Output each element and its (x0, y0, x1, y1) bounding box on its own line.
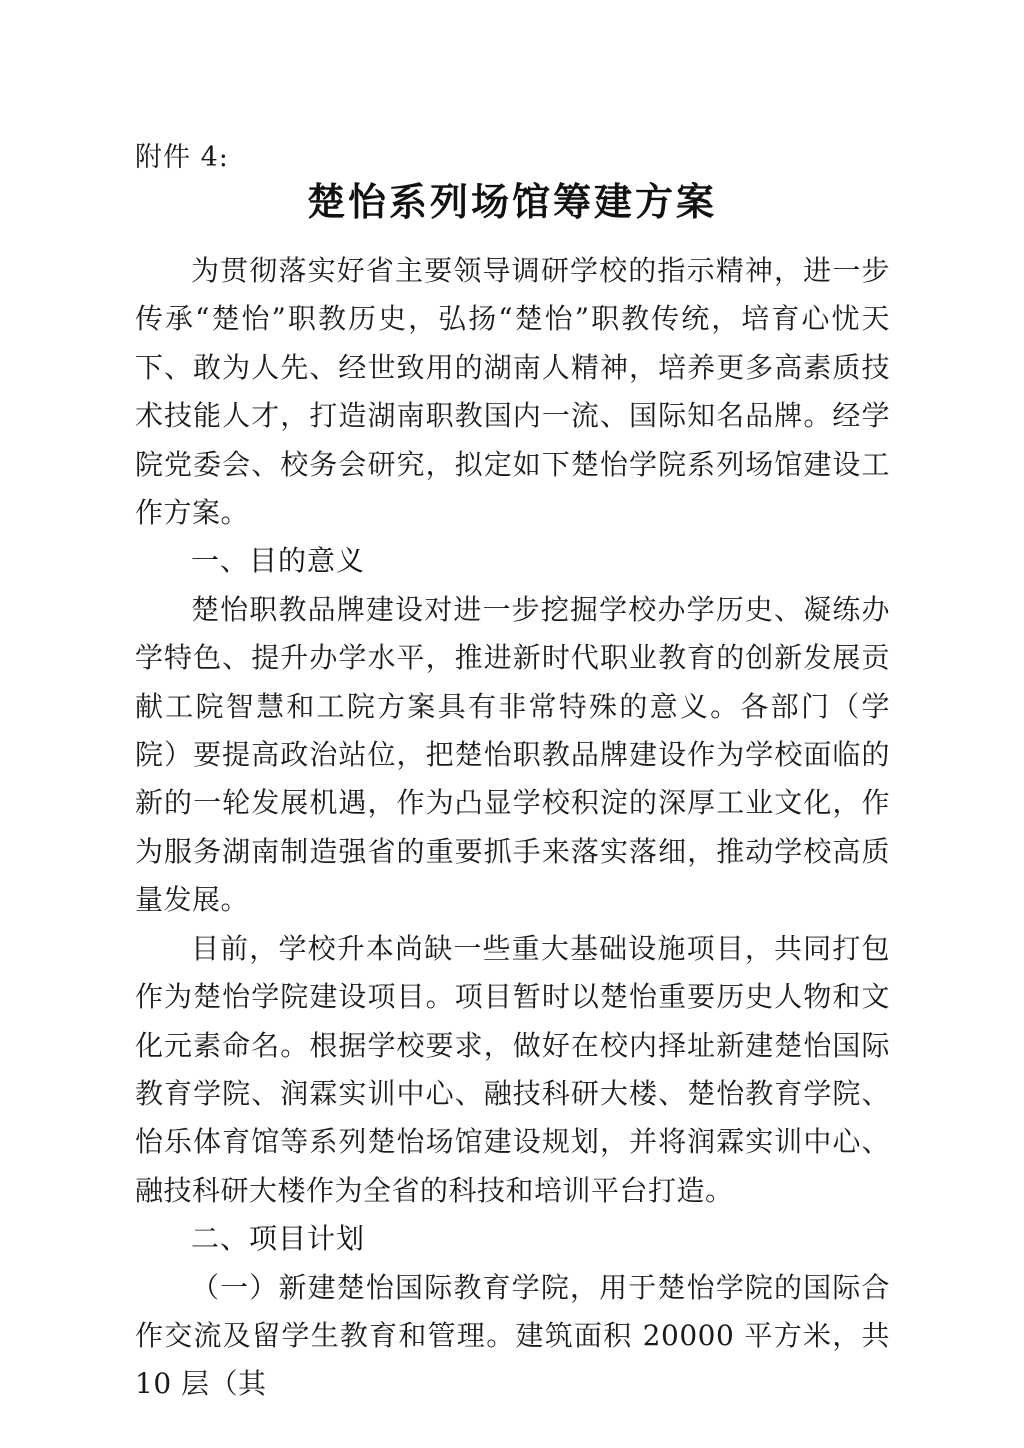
document-body (135, 247, 890, 1409)
paragraph-purpose: 楚怡职教品牌建设对进一步挖掘学校办学历史、凝练办学特色、提升办学水平，推进新时代职业教育的创新发展贡献工院智慧和工院方案具有非常特殊的意义。各部门（学院）要提高政治站位，把楚怡职教品牌建设作为学校面临的新的一轮发展机遇，作为凸显学校积淀的深厚工业文化，作为服务湖南制造强省的重要抓手来落实落细，推动学校高质量发展。 (135, 592, 890, 917)
section-heading-plan: 二、项目计划 (191, 1222, 366, 1256)
document-title: 楚怡系列场馆筹建方案 (306, 180, 717, 224)
paragraph-plan-item-1: （一）新建楚怡国际教育学院，用于楚怡学院的国际合作交流及留学生教育和管理。建筑面积 20000 平方米，共 10 层（其 (135, 1270, 890, 1401)
paragraph-intro: 为贯彻落实好省主要领导调研学校的指示精神，进一步传承“楚怡”职教历史，弘扬“楚怡”职教传统，培育心忧天下、敢为人先、经世致用的湖南人精神，培养更多高素质技术技能人才，打造湖南职教国内一流、国际知名品牌。经学院党委会、校务会研究，拟定如下楚怡学院系列场馆建设工作方案。 (135, 254, 890, 530)
attachment-label: 附件 4: (135, 142, 229, 173)
paragraph-current-status: 目前，学校升本尚缺一些重大基础设施项目，共同打包作为楚怡学院建设项目。项目暂时以楚怡重要历史人物和文化元素命名。根据学校要求，做好在校内择址新建楚怡国际教育学院、润霖实训中心、融技科研大楼、楚怡教育学院、怡乐体育馆等系列楚怡场馆建设规划，并将润霖实训中心、融技科研大楼作为全省的科技和培训平台打造。 (135, 931, 890, 1207)
section-heading-purpose: 一、目的意义 (191, 544, 366, 578)
